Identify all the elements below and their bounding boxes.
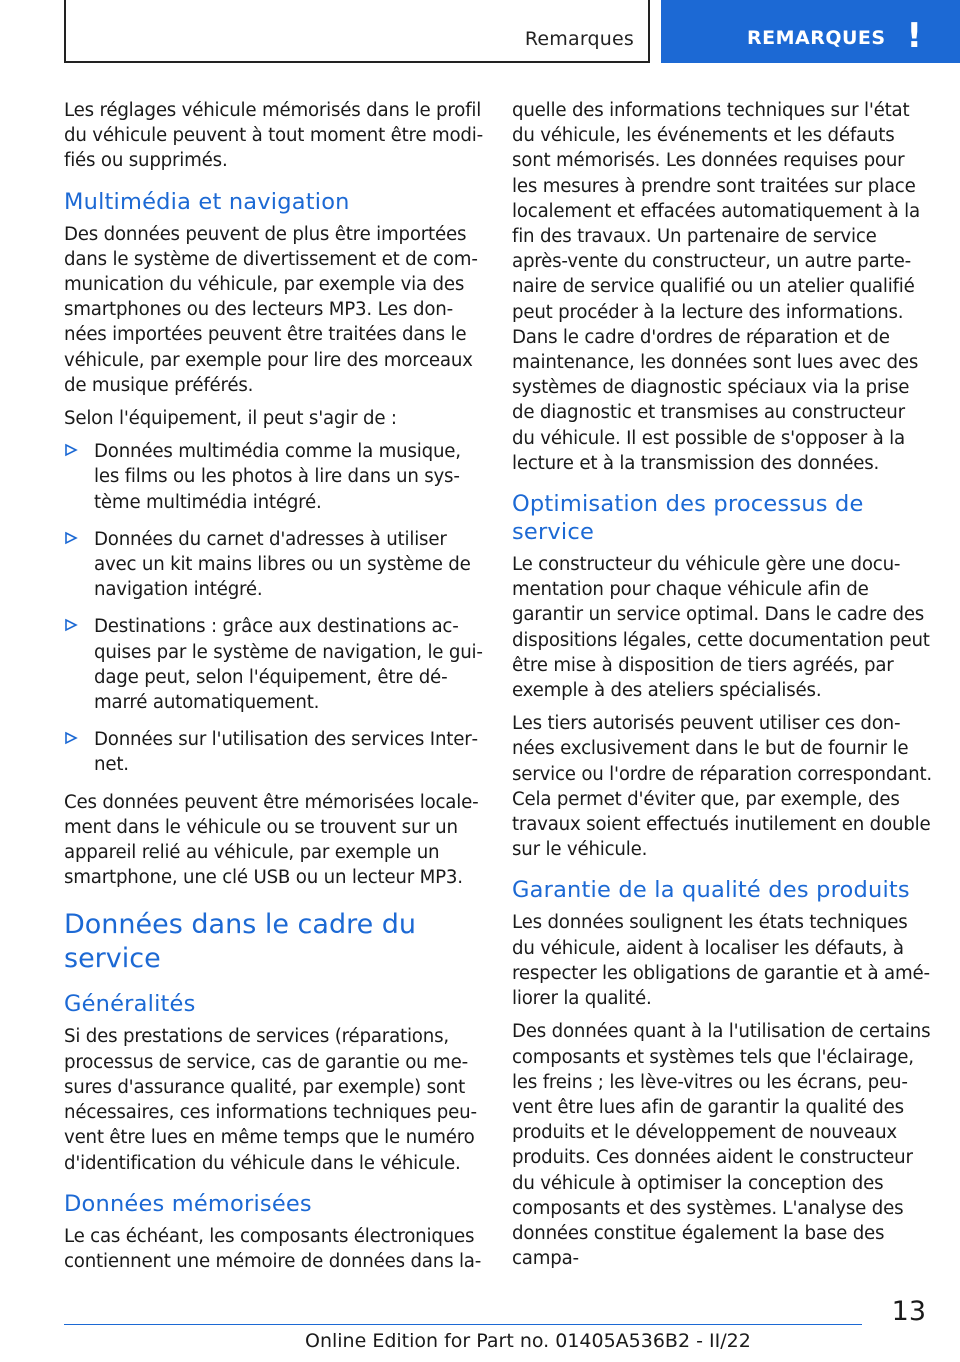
list-item [64, 614, 484, 715]
page-header [0, 0, 960, 66]
paragraph: Des données peuvent de plus être importées dans le système de divertissement et de communication du véhicule, par exemple via des smartphones ou des lecteurs MP3. Les données importées peuvent être traitées dans le véhicule, par exemple pour lire des morceaux de musique préférés. [64, 223, 478, 396]
header-chapter-title: REMARQUES [747, 27, 886, 49]
paragraph: Le constructeur du véhicule gère une documentation pour chaque véhicule afin de garantir un service optimal. Dans le cadre des dispositions légales, cette documentation peut être mise à disposition de tiers agréés, par exemple à des ateliers spécialisés. [512, 554, 930, 702]
paragraph: Des données quant à la l'utilisation de certains composants et systèmes tels que l'éclairage, les freins ; les lève-vitres ou les écrans, peuvent être lues afin de garantir la qualité des produits et le développement de nouveaux produits. Ces données aident le constructeur du véhicule à optimiser la conception des composants et des systèmes. L'analyse des données constitue également la base des campa- [512, 1021, 931, 1270]
triangle-bullet-icon [64, 731, 78, 745]
triangle-bullet-icon [64, 618, 78, 632]
header-chapter-tab [661, 0, 960, 63]
list-item [64, 527, 484, 603]
list-item-text: Données du carnet d'adresses à utiliser avec un kit mains libres ou un système de navigation intégré. [94, 528, 471, 601]
footer-divider [64, 1324, 862, 1325]
paragraph: Les réglages véhicule mémorisés dans le profil du véhicule peuvent à tout moment être modifiés ou supprimés. [64, 100, 484, 172]
bullet-list [64, 439, 484, 777]
list-item-text: Destinations : grâce aux destinations acquises par le système de navigation, le guidage peut, selon l'équipement, être démarré automatiquement. [94, 616, 483, 714]
list-item [64, 439, 484, 515]
section-heading-multimedia: Multimédia et navigation [64, 188, 350, 215]
exclamation-icon: ! [906, 16, 922, 56]
left-column [64, 98, 484, 1282]
list-item-text: Données sur l'utilisation des services Internet. [94, 729, 479, 776]
paragraph: Le cas échéant, les composants électroniques contiennent une mémoire de données dans la- [64, 1225, 482, 1272]
section-heading-memorisees: Données mémorisées [64, 1190, 312, 1217]
triangle-bullet-icon [64, 443, 78, 457]
list-item-text: Données multimédia comme la musique, les films ou les photos à lire dans un système multimédia intégré. [94, 441, 461, 513]
paragraph: Selon l'équipement, il peut s'agir de : [64, 408, 397, 430]
section-heading-generalites: Généralités [64, 991, 196, 1018]
paragraph: Les tiers autorisés peuvent utiliser ces données exclusivement dans le but de fournir le service ou l'ordre de réparation correspondant. Cela permet d'éviter que, par exemple, des travaux soient effectués inutilement en double sur le véhicule. [512, 713, 932, 861]
footer-edition: Online Edition for Part no. 01405A536B2 - II/22 [305, 1330, 751, 1352]
paragraph: Les données soulignent les états techniques du véhicule, aident à localiser les défauts, à respecter les obligations de garantie et à améliorer la qualité. [512, 912, 931, 1010]
header-section-title: Remarques [524, 28, 634, 50]
paragraph: Si des prestations de services (réparations, processus de service, cas de garantie ou mesures d'assurance qualité, par exemple) sont nécessaires, ces informations techniques peuvent être lues en même temps que le numéro d'identification du véhicule dans le véhicule. [64, 1026, 478, 1174]
main-heading-service: Données dans le cadre du service [64, 909, 417, 975]
header-left-box [64, 0, 650, 63]
section-heading-optimisation: Optimisation des processus de service [512, 491, 864, 546]
list-item [64, 727, 484, 777]
page-number: 13 [891, 1296, 926, 1327]
right-column [512, 98, 932, 1279]
paragraph: Ces données peuvent être mémorisées localement dans le véhicule ou se trouvent sur un appareil relié au véhicule, par exemple un smartphone, une clé USB ou un lecteur MP3. [64, 791, 479, 889]
triangle-bullet-icon [64, 531, 78, 545]
paragraph: quelle des informations techniques sur l'état du véhicule, les événements et les défauts sont mémorisés. Les données requises pour les mesures à prendre sont traitées sur place localement et effacées automatiquement à la fin des travaux. Un partenaire de service après-vente du constructeur, un autre partenaire de service qualifié ou un atelier qualifié peut procéder à la lecture des informations. Dans le cadre d'ordres de réparation et de maintenance, les données sont lues avec des systèmes de diagnostic spéciaux via la prise de diagnostic et transmises au constructeur du véhicule. Il est possible de s'opposer à la lecture et à la transmission des données. [512, 100, 920, 474]
section-heading-garantie: Garantie de la qualité des produits [512, 877, 910, 904]
